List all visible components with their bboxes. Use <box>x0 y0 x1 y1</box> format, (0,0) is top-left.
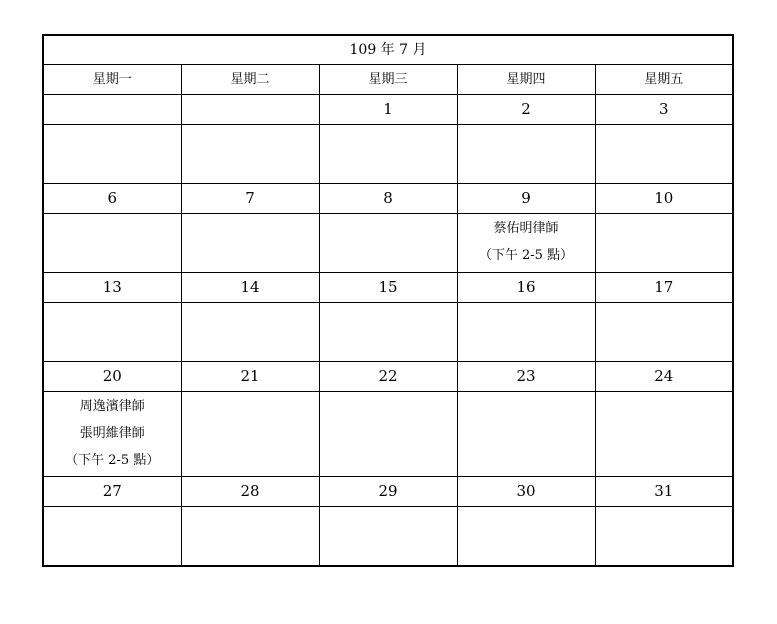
day-content-cell <box>43 392 181 477</box>
day-content-cell <box>595 125 733 184</box>
date-row <box>43 95 733 125</box>
day-content-cell <box>595 507 733 567</box>
date-cell: 24 <box>595 362 733 392</box>
day-content-cell <box>595 303 733 362</box>
date-cell <box>43 95 181 125</box>
weekday-header-row <box>43 65 733 95</box>
day-content-cell <box>43 507 181 567</box>
date-cell: 23 <box>457 362 595 392</box>
date-cell: 2 <box>457 95 595 125</box>
date-row <box>43 184 733 214</box>
day-content-cell <box>457 125 595 184</box>
appointment-time: （下午 2-5 點） <box>65 453 160 468</box>
day-content-cell <box>457 214 595 273</box>
content-row <box>43 392 733 477</box>
day-content-cell <box>319 507 457 567</box>
day-content-cell <box>595 214 733 273</box>
date-cell: 29 <box>319 477 457 507</box>
date-cell: 20 <box>43 362 181 392</box>
day-content-cell <box>43 214 181 273</box>
date-cell: 8 <box>319 184 457 214</box>
appointment-lawyer-name: 張明維律師 <box>79 426 145 441</box>
appointment-lawyer-name: 蔡佑明律師 <box>493 221 559 236</box>
weekday-wed: 星期三 <box>319 65 457 95</box>
date-row <box>43 362 733 392</box>
day-content-cell <box>181 507 319 567</box>
content-row <box>43 214 733 273</box>
date-cell: 9 <box>457 184 595 214</box>
day-content-cell <box>319 125 457 184</box>
day-content-cell <box>457 303 595 362</box>
appointment-lawyer-name: 周逸濱律師 <box>79 399 145 414</box>
calendar-title: 109 年 7 月 <box>43 35 733 65</box>
title-row <box>43 35 733 65</box>
weekday-tue: 星期二 <box>181 65 319 95</box>
content-row <box>43 507 733 567</box>
date-cell: 7 <box>181 184 319 214</box>
date-cell: 16 <box>457 273 595 303</box>
day-content-cell <box>43 303 181 362</box>
date-cell: 6 <box>43 184 181 214</box>
date-cell: 1 <box>319 95 457 125</box>
date-row <box>43 273 733 303</box>
content-row <box>43 125 733 184</box>
date-cell: 13 <box>43 273 181 303</box>
day-content-cell <box>457 507 595 567</box>
date-cell: 3 <box>595 95 733 125</box>
day-content-cell <box>43 125 181 184</box>
day-content-cell <box>181 392 319 477</box>
appointment-time: （下午 2-5 點） <box>478 248 574 263</box>
date-cell: 15 <box>319 273 457 303</box>
day-content-cell <box>181 125 319 184</box>
calendar-table <box>42 34 734 567</box>
date-cell <box>181 95 319 125</box>
date-cell: 10 <box>595 184 733 214</box>
day-content-cell <box>181 214 319 273</box>
date-row <box>43 477 733 507</box>
date-cell: 14 <box>181 273 319 303</box>
weekday-fri: 星期五 <box>595 65 733 95</box>
day-content-cell <box>457 392 595 477</box>
day-content-cell <box>319 303 457 362</box>
day-content-cell <box>595 392 733 477</box>
date-cell: 28 <box>181 477 319 507</box>
weekday-mon: 星期一 <box>43 65 181 95</box>
weekday-thu: 星期四 <box>457 65 595 95</box>
date-cell: 27 <box>43 477 181 507</box>
day-content-cell <box>319 392 457 477</box>
date-cell: 17 <box>595 273 733 303</box>
date-cell: 31 <box>595 477 733 507</box>
content-row <box>43 303 733 362</box>
date-cell: 22 <box>319 362 457 392</box>
date-cell: 21 <box>181 362 319 392</box>
day-content-cell <box>319 214 457 273</box>
day-content-cell <box>181 303 319 362</box>
date-cell: 30 <box>457 477 595 507</box>
